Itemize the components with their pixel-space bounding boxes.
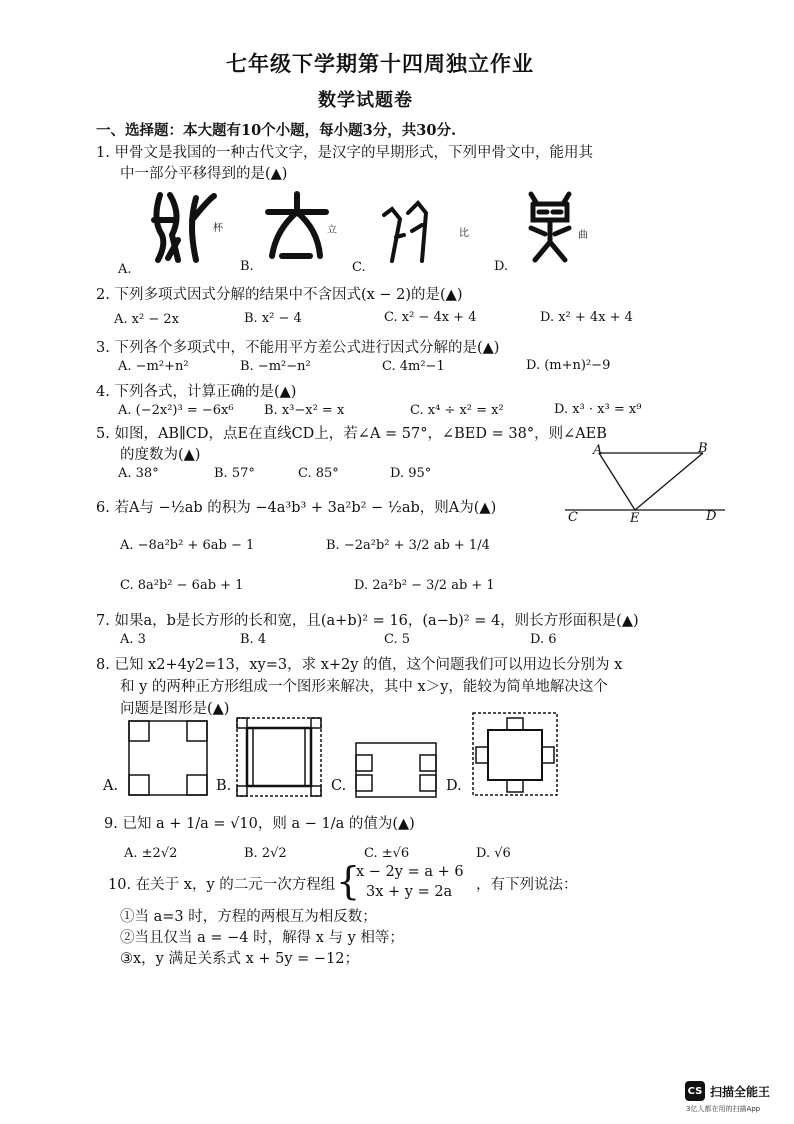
q8-figure-b	[236, 717, 322, 797]
q10-eq2: 3x + y = 2a	[366, 884, 453, 900]
q3-option-b: B. −m²−n²	[240, 359, 311, 374]
q7-option-a: A. 3	[120, 632, 146, 647]
page-subtitle: 数学试题卷	[318, 90, 413, 111]
q9-option-a: A. ±2√2	[124, 846, 178, 861]
q10-brace: {	[336, 859, 361, 903]
q10-eq1: x − 2y = a + 6	[356, 864, 464, 880]
q5-label-e: E	[630, 511, 640, 526]
q5-option-b: B. 57°	[214, 466, 255, 481]
oracle-glyph-d-icon	[525, 190, 575, 265]
q10-statement-2: ②当且仅当 a = −4 时，解得 x 与 y 相等；	[120, 930, 404, 946]
q8-stem-line2: 和 y 的两种正方形组成一个图形来解决，其中 x＞y，能较为简单地解决这个	[120, 679, 608, 695]
q8-option-a: A.	[103, 778, 119, 794]
q5-stem-line2: 的度数为(▲)	[120, 447, 201, 463]
q5-stem-line1: 5. 如图，AB∥CD，点E在直线CD上，若∠A = 57°，∠BED = 38°，则∠AEB	[96, 426, 607, 442]
q4-stem: 4. 下列各式，计算正确的是(▲)	[96, 384, 297, 400]
q3-option-c: C. 4m²−1	[382, 359, 445, 374]
q10-stem-before: 10. 在关于 x，y 的二元一次方程组	[108, 877, 336, 893]
q6-option-b: B. −2a²b² + 3/2 ab + 1/4	[326, 538, 490, 553]
q10-statement-3: ③x，y 满足关系式 x + 5y = −12；	[120, 951, 360, 967]
q7-option-b: B. 4	[240, 632, 267, 647]
scanner-brand: 扫描全能王	[710, 1085, 771, 1099]
q4-option-a: A. (−2x²)³ = −6x⁶	[118, 403, 234, 418]
q8-stem-line1: 8. 已知 x2+4y2=13，xy=3，求 x+2y 的值，这个问题我们可以用边长分别为 x	[96, 657, 623, 673]
q5-option-a: A. 38°	[118, 466, 159, 481]
q2-option-b: B. x² − 4	[244, 311, 302, 326]
q6-option-d: D. 2a²b² − 3/2 ab + 1	[354, 578, 495, 593]
q10-stem-after: ，有下列说法：	[476, 877, 578, 893]
q1-option-d: D.	[494, 259, 509, 274]
q8-option-c: C.	[331, 778, 347, 794]
q2-stem: 2. 下列多项式因式分解的结果中不含因式(x − 2)的是(▲)	[96, 287, 463, 303]
q7-option-c: C. 5	[384, 632, 411, 647]
q4-option-c: C. x⁴ ÷ x² = x²	[410, 403, 504, 418]
q5-label-c: C	[568, 510, 578, 525]
q4-option-d: D. x³ · x³ = x⁹	[554, 402, 642, 417]
q1-char-label-a: 杯	[213, 223, 223, 234]
q9-option-c: C. ±√6	[364, 846, 410, 861]
q8-stem-line3: 问题是图形是(▲)	[120, 701, 230, 717]
scanner-logo-icon: CS	[685, 1081, 705, 1101]
q3-stem: 3. 下列各个多项式中，不能用平方差公式进行因式分解的是(▲)	[96, 340, 500, 356]
q2-option-c: C. x² − 4x + 4	[384, 310, 477, 325]
q8-option-d: D.	[446, 778, 462, 794]
q7-stem: 7. 如果a，b是长方形的长和宽，且(a+b)² = 16，(a−b)² = 4，则长方形面积是(▲)	[96, 613, 639, 629]
q5-label-d: D	[706, 509, 717, 524]
q5-label-a: A	[593, 443, 603, 458]
q1-char-label-c: 比	[459, 228, 469, 239]
q1-char-label-d: 曲	[578, 230, 588, 241]
q1-stem-line2: 中一部分平移得到的是(▲)	[120, 166, 288, 182]
q4-option-b: B. x³−x² = x	[264, 403, 345, 418]
q6-option-a: A. −8a²b² + 6ab − 1	[120, 538, 255, 553]
q1-stem-line1: 1. 甲骨文是我国的一种古代文字，是汉字的早期形式，下列甲骨文中，能用其	[96, 145, 593, 161]
q10-statement-1: ①当 a=3 时，方程的两根互为相反数；	[120, 909, 377, 925]
q5-option-c: C. 85°	[298, 466, 339, 481]
q1-char-label-b: 立	[327, 225, 337, 236]
q8-figure-c	[355, 742, 437, 798]
q9-option-b: B. 2√2	[244, 846, 287, 861]
section-heading: 一、选择题：本大题有10个小题，每小题3分，共30分.	[96, 122, 456, 139]
q1-option-b: B.	[240, 259, 254, 274]
q5-label-b: B	[698, 441, 708, 456]
q8-figure-a	[128, 720, 208, 796]
q3-option-a: A. −m²+n²	[118, 359, 189, 374]
q6-option-c: C. 8a²b² − 6ab + 1	[120, 578, 244, 593]
q8-option-b: B.	[216, 778, 232, 794]
page-title: 七年级下学期第十四周独立作业	[226, 52, 534, 76]
q3-option-d: D. (m+n)²−9	[526, 358, 611, 373]
scanner-tagline: 3亿人都在用的扫描App	[686, 1105, 761, 1113]
q1-option-a: A.	[118, 262, 132, 277]
q5-option-d: D. 95°	[390, 466, 432, 481]
q9-stem: 9. 已知 a + 1/a = √10，则 a − 1/a 的值为(▲)	[104, 816, 415, 832]
oracle-glyph-a-icon	[148, 190, 223, 265]
oracle-glyph-b-icon	[262, 190, 332, 265]
q2-option-a: A. x² − 2x	[114, 312, 179, 327]
q9-option-d: D. √6	[476, 846, 511, 861]
q6-stem: 6. 若A与 −½ab 的积为 −4a³b³ + 3a²b² − ½ab，则A为(▲)	[96, 500, 497, 516]
oracle-glyph-c-icon	[378, 195, 438, 265]
q1-option-c: C.	[352, 260, 366, 275]
q8-figure-d	[472, 712, 558, 796]
q2-option-d: D. x² + 4x + 4	[540, 310, 633, 325]
q7-option-d: D. 6	[530, 632, 557, 647]
